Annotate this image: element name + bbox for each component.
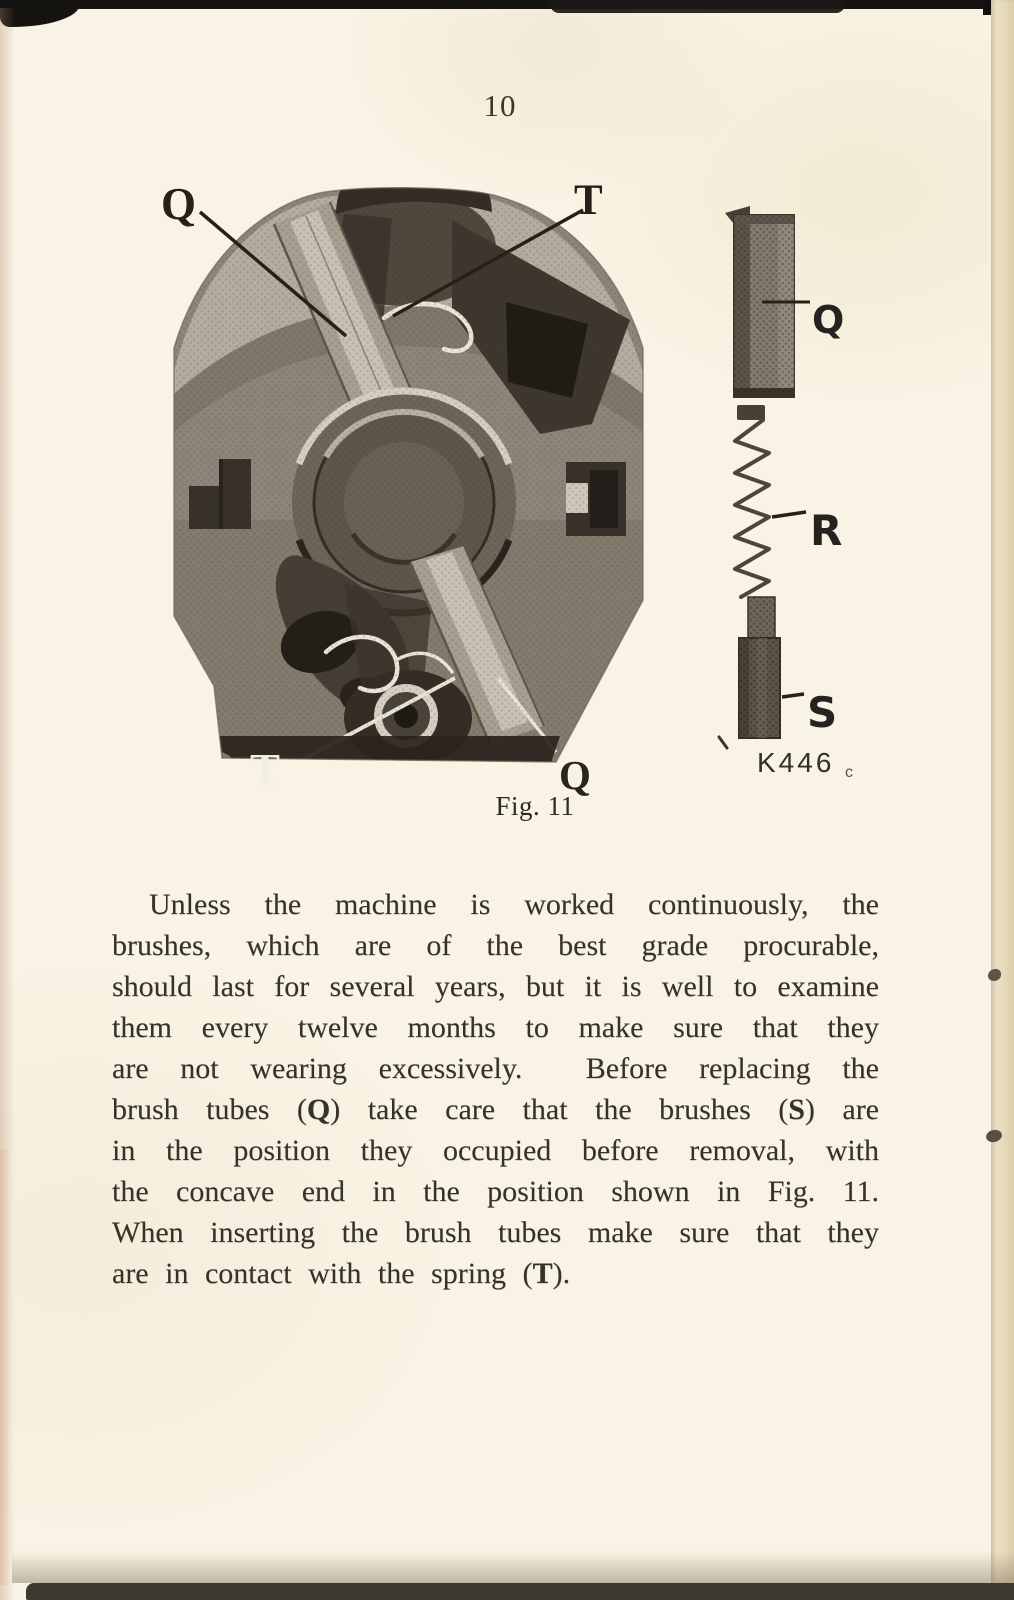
page-bottom-shadow xyxy=(12,1551,1014,1583)
part-brush xyxy=(739,597,837,738)
paragraph-line: brush tubes (Q) take care that the brushes (S) are xyxy=(112,1093,879,1126)
stray-tick-mark xyxy=(719,737,727,748)
photo-label-q-top: Q xyxy=(161,179,197,229)
machine-body xyxy=(150,152,660,797)
part-number: K446 xyxy=(757,747,835,778)
part-label-q: Q xyxy=(812,298,845,342)
scan-edge-bottom xyxy=(26,1583,1014,1600)
photo-label-t-top: T xyxy=(574,177,603,224)
paragraph-line: are not wearing excessively. Before replacing the xyxy=(112,1052,879,1085)
paragraph-line: brushes, which are of the best grade procurable, xyxy=(112,929,879,962)
part-spring xyxy=(735,405,842,597)
leader-line-part-s xyxy=(782,694,804,697)
body-paragraph xyxy=(112,884,879,1294)
paragraph-line: should last for several years, but it is well to examine xyxy=(112,970,879,1003)
leader-line-part-r xyxy=(772,512,806,517)
paragraph-line: are in contact with the spring (T). xyxy=(112,1257,571,1290)
paragraph-line: When inserting the brush tubes make sure that they xyxy=(112,1216,879,1249)
page-number: 10 xyxy=(483,88,517,123)
page-left-edge-tint xyxy=(0,1150,10,1585)
parts-diagram xyxy=(695,190,910,790)
paragraph-line: Unless the machine is worked continuously, the xyxy=(149,888,879,921)
photo-label-t-bottom: T xyxy=(250,745,281,795)
paragraph-line: them every twelve months to make sure that they xyxy=(112,1011,879,1044)
paragraph-line: the concave end in the position shown in Fig. 11. xyxy=(112,1175,879,1208)
figure-photo-brush-assembly xyxy=(150,152,660,797)
scan-edge-top-mid xyxy=(550,0,845,13)
figure-caption: Fig. 11 xyxy=(495,791,575,821)
paragraph-line: in the position they occupied before removal, with xyxy=(112,1134,879,1167)
page-right-edge xyxy=(991,0,1014,1600)
part-label-s: S xyxy=(807,688,838,737)
photo-label-q-bottom: Q xyxy=(559,752,591,797)
part-label-r: R xyxy=(810,506,843,555)
part-number-mark: c xyxy=(845,764,856,781)
scan-edge-top xyxy=(0,0,1014,9)
part-brush-tube xyxy=(725,206,844,397)
